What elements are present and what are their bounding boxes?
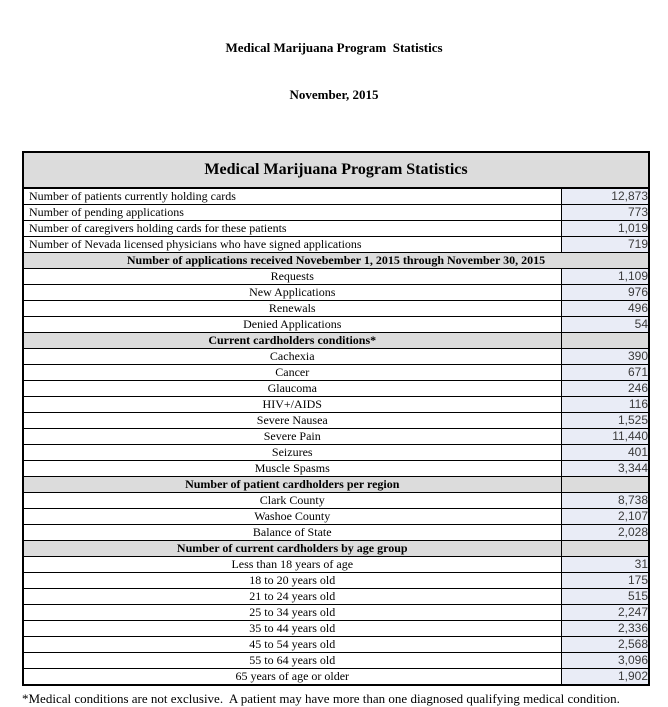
- stat-label: 21 to 24 years old: [23, 588, 561, 604]
- stat-value: 496: [561, 300, 649, 316]
- stat-label: Seizures: [23, 444, 561, 460]
- stat-label: HIV+/AIDS: [23, 396, 561, 412]
- stat-value: 719: [561, 236, 649, 252]
- stat-label: 45 to 54 years old: [23, 636, 561, 652]
- section-header-row: [23, 476, 649, 492]
- stat-label: Glaucoma: [23, 380, 561, 396]
- stat-label: Severe Nausea: [23, 412, 561, 428]
- table-title: Medical Marijuana Program Statistics: [23, 152, 649, 188]
- stat-value: 390: [561, 348, 649, 364]
- section-header-row: [23, 332, 649, 348]
- stat-row: [23, 668, 649, 685]
- stat-row: [23, 428, 649, 444]
- stat-row: [23, 588, 649, 604]
- stat-row: [23, 604, 649, 620]
- stat-label: 65 years of age or older: [23, 668, 561, 685]
- table-title-row: [23, 152, 649, 188]
- section-header-label: Number of current cardholders by age group: [23, 540, 561, 556]
- stat-row: [23, 524, 649, 540]
- stat-value: 246: [561, 380, 649, 396]
- stat-label: 25 to 34 years old: [23, 604, 561, 620]
- document-title-line1: Medical Marijuana Program Statistics: [225, 40, 443, 56]
- stat-row: [23, 460, 649, 476]
- stat-value: 3,096: [561, 652, 649, 668]
- document-title: [0, 0, 668, 134]
- stat-label: Balance of State: [23, 524, 561, 540]
- stat-row: [23, 380, 649, 396]
- section-header-empty-cell: [561, 476, 649, 492]
- stat-row: [23, 348, 649, 364]
- stats-table: [22, 151, 650, 686]
- stat-label: 35 to 44 years old: [23, 620, 561, 636]
- stat-row: [23, 652, 649, 668]
- stat-value: 8,738: [561, 492, 649, 508]
- stat-label: Muscle Spasms: [23, 460, 561, 476]
- stat-label: Severe Pain: [23, 428, 561, 444]
- stat-label: Clark County: [23, 492, 561, 508]
- stat-row: [23, 556, 649, 572]
- stat-label: 18 to 20 years old: [23, 572, 561, 588]
- stat-value: 2,028: [561, 524, 649, 540]
- stat-value: 54: [561, 316, 649, 332]
- stat-value: 1,902: [561, 668, 649, 685]
- stat-row: [23, 508, 649, 524]
- stat-value: 12,873: [561, 188, 649, 205]
- section-header-label: Current cardholders conditions*: [23, 332, 561, 348]
- section-header-row: [23, 540, 649, 556]
- stat-row: [23, 236, 649, 252]
- footnote: *Medical conditions are not exclusive. A patient may have more than one diagnosed qualifying medical condition.: [22, 690, 620, 706]
- stat-value: 773: [561, 204, 649, 220]
- stat-label: Denied Applications: [23, 316, 561, 332]
- stat-value: 976: [561, 284, 649, 300]
- stat-value: 2,247: [561, 604, 649, 620]
- stats-table-body: [23, 188, 649, 685]
- stat-value: 31: [561, 556, 649, 572]
- document-title-line2: November, 2015: [289, 86, 379, 102]
- stat-row: [23, 284, 649, 300]
- stat-label: Number of caregivers holding cards for these patients: [23, 220, 561, 236]
- stat-row: [23, 316, 649, 332]
- stat-value: 671: [561, 364, 649, 380]
- stat-row: [23, 492, 649, 508]
- stat-value: 3,344: [561, 460, 649, 476]
- stat-label: Less than 18 years of age: [23, 556, 561, 572]
- stat-row: [23, 636, 649, 652]
- stat-value: 175: [561, 572, 649, 588]
- section-header-label: Number of applications received Novebember 1, 2015 through November 30, 2015: [23, 252, 649, 268]
- stat-row: [23, 220, 649, 236]
- stat-value: 515: [561, 588, 649, 604]
- stat-value: 11,440: [561, 428, 649, 444]
- stat-row: [23, 620, 649, 636]
- stat-row: [23, 412, 649, 428]
- stat-label: New Applications: [23, 284, 561, 300]
- section-header-empty-cell: [561, 332, 649, 348]
- stat-value: 116: [561, 396, 649, 412]
- stat-label: Renewals: [23, 300, 561, 316]
- stat-value: 2,107: [561, 508, 649, 524]
- stat-value: 1,109: [561, 268, 649, 284]
- stat-row: [23, 364, 649, 380]
- stat-label: Number of Nevada licensed physicians who have signed applications: [23, 236, 561, 252]
- stat-label: Cancer: [23, 364, 561, 380]
- stat-label: Number of patients currently holding cards: [23, 188, 561, 205]
- stat-row: [23, 300, 649, 316]
- section-header-row: [23, 252, 649, 268]
- stat-value: 401: [561, 444, 649, 460]
- stat-row: [23, 204, 649, 220]
- stat-value: 1,525: [561, 412, 649, 428]
- section-header-empty-cell: [561, 540, 649, 556]
- stat-label: Washoe County: [23, 508, 561, 524]
- stat-value: 2,336: [561, 620, 649, 636]
- stat-row: [23, 444, 649, 460]
- stat-value: 2,568: [561, 636, 649, 652]
- stat-label: 55 to 64 years old: [23, 652, 561, 668]
- stat-row: [23, 572, 649, 588]
- section-header-label: Number of patient cardholders per region: [23, 476, 561, 492]
- stat-label: Requests: [23, 268, 561, 284]
- stat-label: Cachexia: [23, 348, 561, 364]
- stat-label: Number of pending applications: [23, 204, 561, 220]
- stat-row: [23, 188, 649, 205]
- stat-row: [23, 396, 649, 412]
- stat-value: 1,019: [561, 220, 649, 236]
- stat-row: [23, 268, 649, 284]
